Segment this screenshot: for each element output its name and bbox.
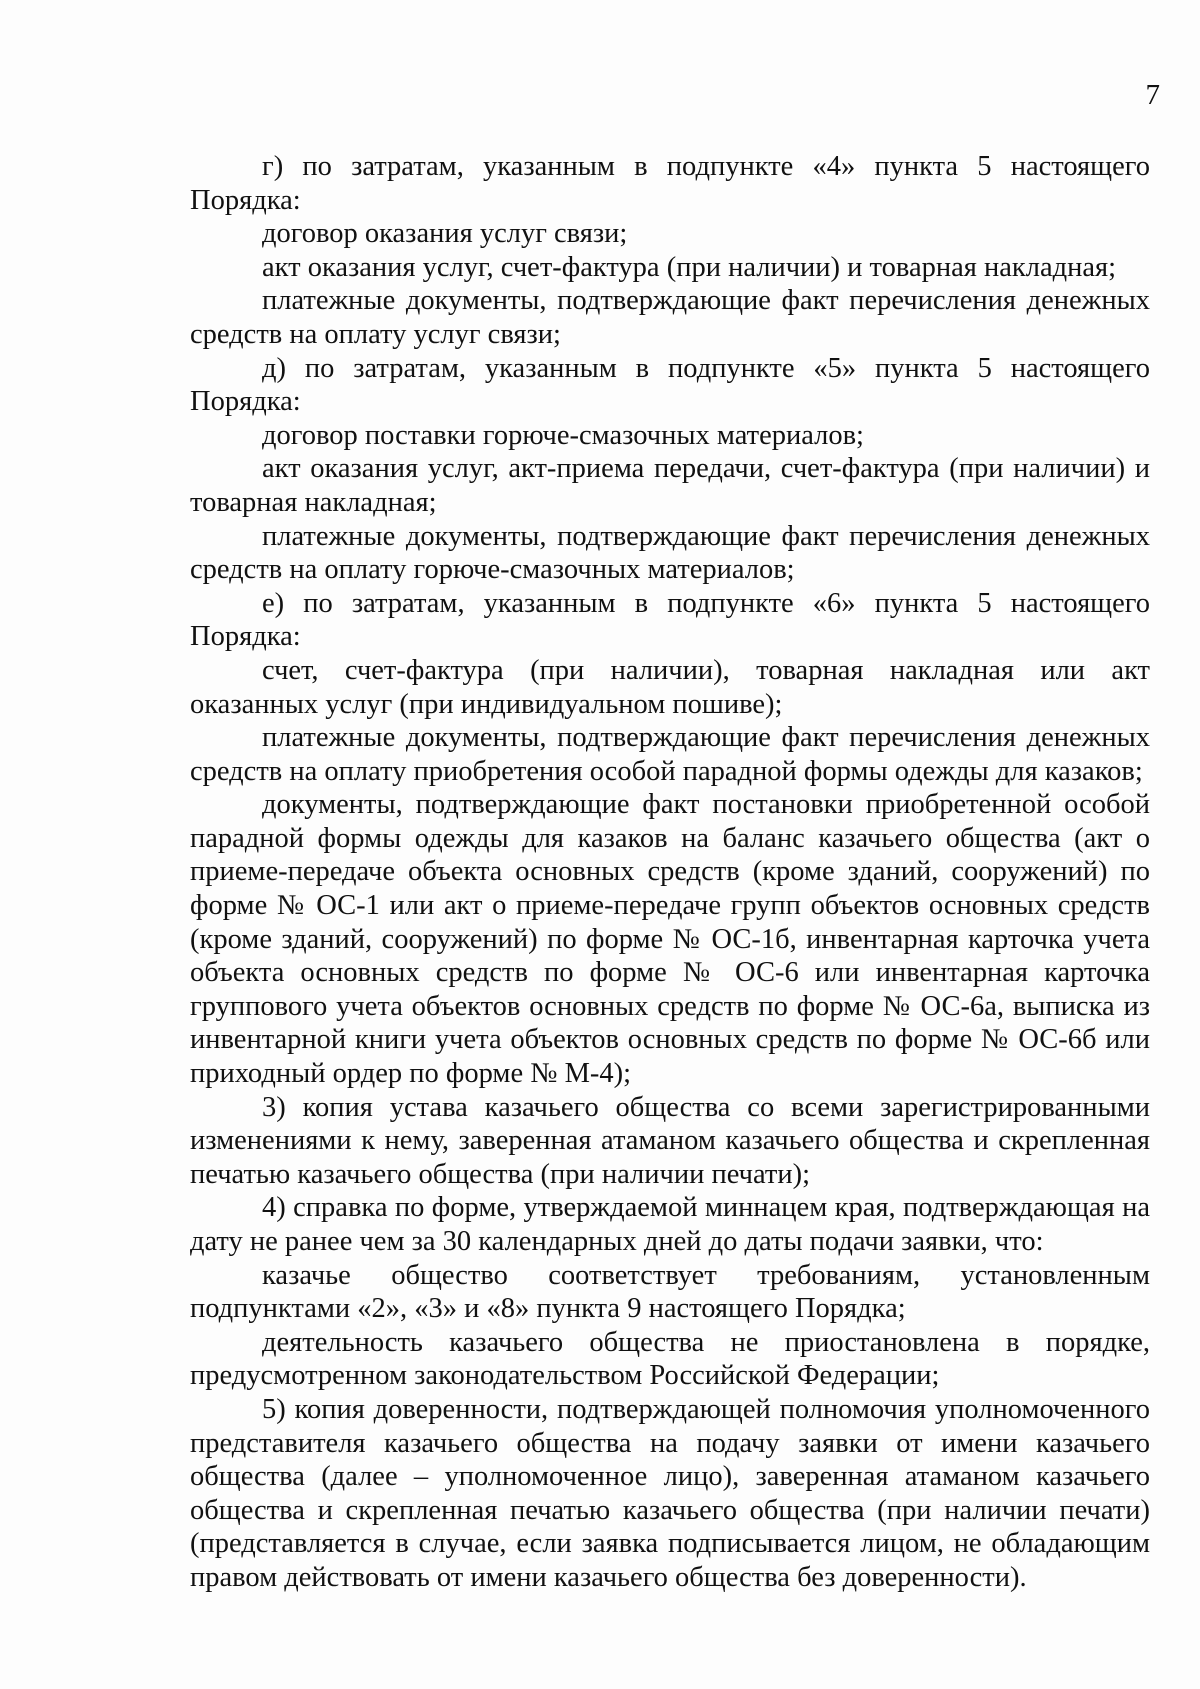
paragraph: счет, счет-фактура (при наличии), товарная накладная или акт оказанных услуг (при индивидуальном пошиве); (190, 654, 1150, 720)
paragraph: деятельность казачьего общества не приостановлена в порядке, предусмотренном законодательством Российской Федерации; (190, 1326, 1150, 1392)
paragraph: казачье общество соответствует требованиям, установленным подпунктами «2», «3» и «8» пункта 9 настоящего Порядка; (190, 1259, 1150, 1325)
paragraph: акт оказания услуг, акт-приема передачи, счет-фактура (при наличии) и товарная накладная; (190, 453, 1150, 518)
paragraph: платежные документы, подтверждающие факт перечисления денежных средств на оплату приобретения особой парадной формы одежды для казаков; (190, 722, 1150, 787)
paragraph: договор поставки горюче-смазочных материалов; (262, 419, 864, 451)
paragraph: акт оказания услуг, счет-фактура (при наличии) и товарная накладная; (262, 251, 1117, 283)
paragraph: 5) копия доверенности, подтверждающей полномочия уполномоченного представителя казачьего общества на подачу заявки от имени казачьего общества (далее – уполномоченное лицо), заверенная атаманом казачьего общества и скрепленная печатью казачьего общества (при наличии печати) (представляется в случае, если заявка подписывается лицом, не обладающим правом действовать от имени казачьего общества без доверенности). (190, 1393, 1150, 1593)
page-number: 7 (1145, 79, 1160, 111)
paragraph: 4) справка по форме, утверждаемой миннацем края, подтверждающая на дату не ранее чем за 30 календарных дней до даты подачи заявки, что: (190, 1192, 1150, 1257)
document-body (190, 150, 1150, 1595)
paragraph: платежные документы, подтверждающие факт перечисления денежных средств на оплату горюче-смазочных материалов; (190, 520, 1150, 586)
paragraph: документы, подтверждающие факт постановки приобретенной особой парадной формы одежды для казаков на баланс казачьего общества (акт о приеме-передаче объекта основных средств (кроме зданий, сооружений) по форме № ОС-1 или акт о приеме-передаче групп объектов основных средств (кроме зданий, сооружений) по форме № ОС-1б, инвентарная карточка учета объекта основных средств по форме № ОС-6 или инвентарная карточка группового учета объектов основных средств по форме № ОС-6а, выписка из инвентарной книги учета объектов основных средств по форме № ОС-6б или приходный ордер по форме № М-4); (190, 789, 1150, 1090)
paragraph: 3) копия устава казачьего общества со всеми зарегистрированными изменениями к нему, заверенная атаманом казачьего общества и скрепленная печатью казачьего общества (при наличии печати); (190, 1091, 1150, 1190)
paragraph: г) по затратам, указанным в подпункте «4» пункта 5 настоящего Порядка: (190, 151, 1150, 216)
paragraph: д) по затратам, указанным в подпункте «5» пункта 5 настоящего Порядка: (190, 352, 1150, 418)
paragraph: е) по затратам, указанным в подпункте «6» пункта 5 настоящего Порядка: (190, 587, 1150, 653)
paragraph: платежные документы, подтверждающие факт перечисления денежных средств на оплату услуг связи; (190, 285, 1150, 350)
paragraph: договор оказания услуг связи; (262, 218, 628, 250)
